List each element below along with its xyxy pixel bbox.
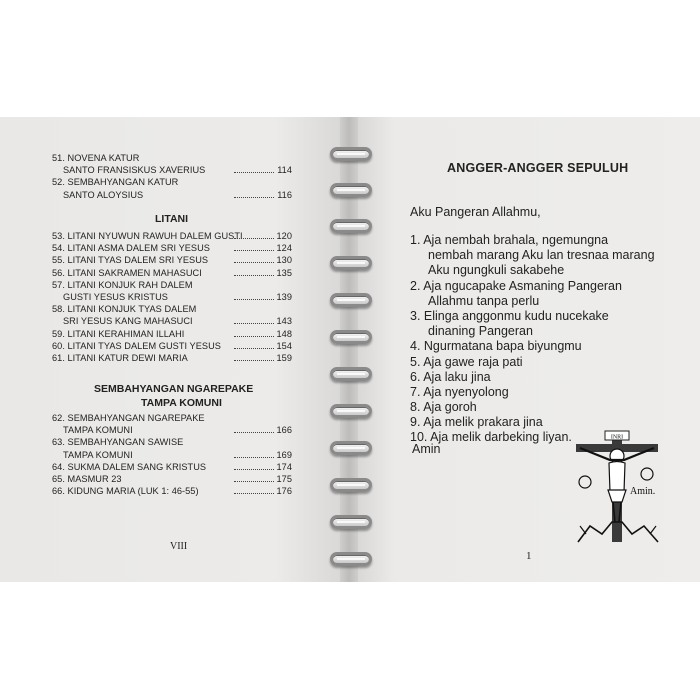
toc-entry-title: TAMPA KOMUNI <box>63 449 133 460</box>
toc-entry-title: 52. SEMBAHYANGAN KATUR <box>52 177 179 188</box>
spiral-ring <box>330 330 372 344</box>
inri-label: INRI <box>610 434 624 441</box>
toc-page-number: 124 <box>276 243 292 254</box>
toc-entry <box>52 189 292 201</box>
spiral-ring <box>330 183 372 197</box>
toc-entry <box>52 303 292 315</box>
toc-page-number: 148 <box>276 328 292 339</box>
toc-entry-title: SRI YESUS KANG MAHASUCI <box>63 316 193 327</box>
toc-page-number: 130 <box>276 255 292 266</box>
commandment-item: 9. Aja melik prakara jina <box>410 415 543 430</box>
leader-dots <box>234 172 274 173</box>
toc-entry <box>52 340 292 352</box>
toc-entry <box>52 328 292 340</box>
toc-entry <box>52 424 292 436</box>
toc-entry <box>52 412 292 424</box>
toc-page-number: 169 <box>276 449 292 460</box>
toc-entry-title: GUSTI YESUS KRISTUS <box>63 291 168 302</box>
toc-page-number: 114 <box>277 165 292 176</box>
toc-entry <box>52 473 292 485</box>
intro-line: Aku Pangeran Allahmu, <box>410 205 541 219</box>
spiral-ring <box>330 367 372 381</box>
toc-page-number: 176 <box>276 486 292 497</box>
toc-entry <box>52 230 292 242</box>
toc-entry-title: 62. SEMBAHYANGAN NGAREPAKE <box>52 413 205 423</box>
leader-dots <box>234 432 274 433</box>
spiral-ring <box>330 147 372 161</box>
toc-entry-title: 53. LITANI NYUWUN RAWUH DALEM GUSTI <box>52 231 243 241</box>
leader-dots <box>234 457 274 458</box>
spiral-ring <box>330 552 372 566</box>
page-title: ANGGER-ANGGER SEPULUH <box>447 161 629 175</box>
leader-dots <box>234 469 274 470</box>
toc-entry-title: 61. LITANI KATUR DEWI MARIA <box>52 352 188 363</box>
commandment-item: 3. Elinga anggonmu kudu nucekake <box>410 308 609 323</box>
toc-page-number: 159 <box>276 352 292 363</box>
right-page-number: 1 <box>526 550 532 562</box>
toc-page-number: 116 <box>277 189 292 200</box>
commandment-item-cont: Allahmu tanpa perlu <box>428 293 540 308</box>
toc-page-number: 135 <box>276 267 292 278</box>
toc-entry <box>52 164 292 176</box>
toc-entry <box>52 291 292 303</box>
toc-page-number: 174 <box>276 461 292 472</box>
section-heading-ngarepake: SEMBAHYANGAN NGAREPAKE <box>94 383 254 395</box>
toc-entry-title: 64. SUKMA DALEM SANG KRISTUS <box>52 461 207 472</box>
toc-page-number: 120 <box>276 231 292 241</box>
toc-entry-title: 58. LITANI KONJUK TYAS DALEM <box>52 304 197 315</box>
amin-text: Amin <box>412 442 441 456</box>
toc-entry <box>52 485 292 497</box>
toc-entry <box>52 279 292 291</box>
toc-entry-title: TAMPA KOMUNI <box>63 425 133 436</box>
spiral-ring <box>330 219 372 233</box>
commandment-item: 10. Aja melik darbeking liyan. <box>410 430 572 445</box>
crucifix-illustration <box>572 430 662 545</box>
toc-page-number: 175 <box>276 473 292 484</box>
leader-dots <box>234 348 274 349</box>
toc-entry-title: SANTO ALOYSIUS <box>63 189 144 200</box>
leader-dots <box>234 323 274 324</box>
litani-list <box>52 230 292 364</box>
toc-page-number: 139 <box>276 291 292 302</box>
commandment-item-cont: nembah marang Aku lan tresnaa marang <box>428 248 655 263</box>
toc-page-number: 143 <box>276 316 292 327</box>
commandment-item: 5. Aja gawe raja pati <box>410 354 523 369</box>
toc-entry-title: 57. LITANI KONJUK RAH DALEM <box>52 279 193 290</box>
leader-dots <box>234 336 274 337</box>
leader-dots <box>234 275 274 276</box>
leader-dots <box>234 262 274 263</box>
toc-entry-title: 60. LITANI TYAS DALEM GUSTI YESUS <box>52 340 221 351</box>
toc-entry-title: 66. KIDUNG MARIA (LUK 1: 46-55) <box>52 486 199 497</box>
toc-entry <box>52 352 292 364</box>
leader-dots <box>234 197 274 198</box>
toc-entry <box>52 152 292 164</box>
toc-entry <box>52 267 292 279</box>
leader-dots <box>234 493 274 494</box>
spiral-ring <box>330 515 372 529</box>
commandment-item: 1. Aja nembah brahala, ngemungna <box>410 233 609 247</box>
toc-entry <box>52 436 292 448</box>
leader-dots <box>234 299 274 300</box>
table-of-contents <box>52 152 292 201</box>
toc-entry-title: 51. NOVENA KATUR <box>52 153 140 163</box>
spiral-ring <box>330 256 372 270</box>
section-heading-ngarepake-2: TAMPA KOMUNI <box>141 397 222 409</box>
toc-entry-title: 56. LITANI SAKRAMEN MAHASUCI <box>52 267 202 278</box>
spiral-ring <box>330 441 372 455</box>
commandment-item: 7. Aja nyenyolong <box>410 384 509 399</box>
commandment-item: 4. Ngurmatana bapa biyungmu <box>410 339 582 354</box>
leader-dots <box>234 250 274 251</box>
toc-entry-title: 59. LITANI KERAHIMAN ILLAHI <box>52 328 185 339</box>
left-page-number: VIII <box>170 541 188 552</box>
toc-entry-title: 55. LITANI TYAS DALEM SRI YESUS <box>52 255 209 266</box>
toc-entry-title: 65. MASMUR 23 <box>52 473 122 484</box>
commandment-item: 6. Aja laku jina <box>410 369 491 384</box>
leader-dots <box>234 238 274 239</box>
toc-entry <box>52 254 292 266</box>
leader-dots <box>234 360 274 361</box>
commandment-item-cont: Aku ngungkuli sakabehe <box>428 263 565 278</box>
toc-entry-title: 54. LITANI ASMA DALEM SRI YESUS <box>52 243 210 254</box>
commandment-item: 2. Aja ngucapake Asmaning Pangeran <box>410 278 622 293</box>
toc-page-number: 154 <box>276 340 292 351</box>
commandment-item-cont: dinaning Pangeran <box>428 324 533 339</box>
crucifix-amin-label: Amin. <box>630 486 656 497</box>
toc-page-number: 166 <box>276 425 292 436</box>
toc-entry <box>52 176 292 188</box>
toc-entry <box>52 461 292 473</box>
commandment-item: 8. Aja goroh <box>410 400 477 415</box>
toc-entry-title: 63. SEMBAHYANGAN SAWISE <box>52 437 184 448</box>
leader-dots <box>234 481 274 482</box>
toc-entry <box>52 315 292 327</box>
spiral-ring <box>330 404 372 418</box>
toc-entry-title: SANTO FRANSISKUS XAVERIUS <box>63 165 206 176</box>
toc-entry <box>52 242 292 254</box>
ngarepake-list <box>52 412 292 497</box>
toc-entry <box>52 449 292 461</box>
section-heading-litani: LITANI <box>155 213 189 225</box>
spiral-ring <box>330 478 372 492</box>
spiral-ring <box>330 293 372 307</box>
commandments-list <box>410 233 655 446</box>
